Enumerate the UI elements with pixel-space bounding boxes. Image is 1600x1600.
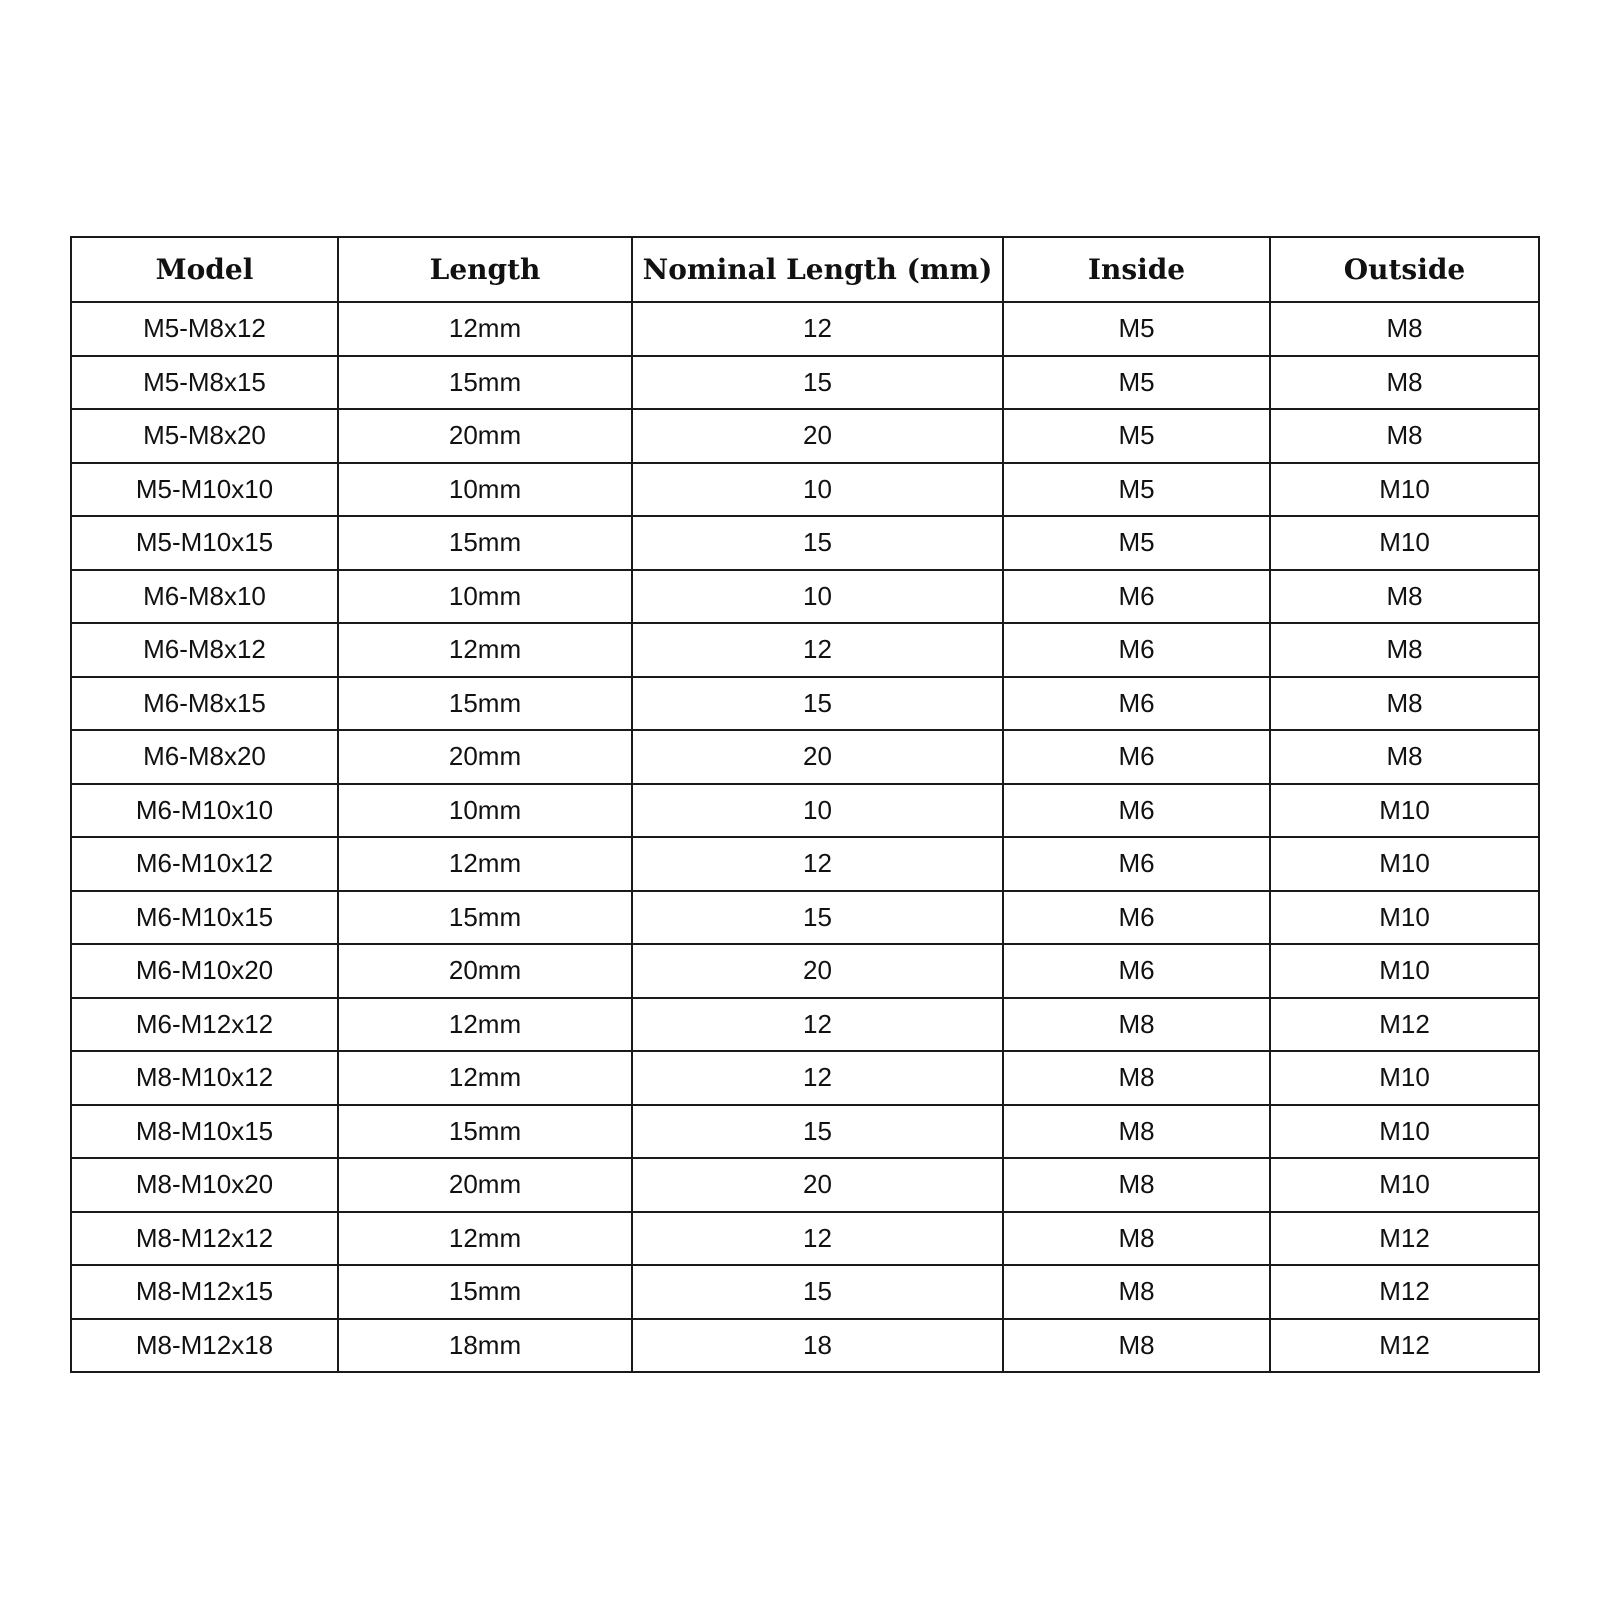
cell-length: 20mm [338,409,632,463]
cell-model: M6-M12x12 [71,998,338,1052]
cell-length: 20mm [338,944,632,998]
column-header-inside: Inside [1003,237,1270,302]
cell-model: M8-M12x12 [71,1212,338,1266]
cell-inside: M6 [1003,944,1270,998]
cell-model: M6-M10x20 [71,944,338,998]
cell-nominal-length: 12 [632,1051,1003,1105]
cell-length: 10mm [338,463,632,517]
header-row [71,237,1539,302]
cell-length: 20mm [338,730,632,784]
table-row [71,944,1539,998]
cell-model: M5-M8x15 [71,356,338,410]
cell-outside: M12 [1270,1319,1539,1373]
cell-model: M8-M10x12 [71,1051,338,1105]
cell-inside: M5 [1003,463,1270,517]
cell-inside: M5 [1003,516,1270,570]
cell-outside: M8 [1270,356,1539,410]
cell-inside: M5 [1003,409,1270,463]
cell-length: 12mm [338,998,632,1052]
cell-length: 15mm [338,677,632,731]
cell-outside: M12 [1270,998,1539,1052]
table-row [71,891,1539,945]
cell-length: 20mm [338,1158,632,1212]
table-header [71,237,1539,302]
cell-outside: M10 [1270,944,1539,998]
cell-inside: M5 [1003,356,1270,410]
cell-length: 12mm [338,837,632,891]
cell-outside: M8 [1270,409,1539,463]
table-row [71,1105,1539,1159]
cell-nominal-length: 12 [632,623,1003,677]
cell-nominal-length: 18 [632,1319,1003,1373]
table-row [71,1212,1539,1266]
cell-nominal-length: 20 [632,409,1003,463]
table-row [71,516,1539,570]
cell-nominal-length: 20 [632,1158,1003,1212]
cell-outside: M8 [1270,677,1539,731]
table-row [71,570,1539,624]
cell-inside: M6 [1003,730,1270,784]
cell-inside: M5 [1003,302,1270,356]
cell-inside: M6 [1003,677,1270,731]
cell-length: 15mm [338,356,632,410]
cell-inside: M6 [1003,623,1270,677]
table-row [71,784,1539,838]
cell-outside: M10 [1270,1051,1539,1105]
column-header-length: Length [338,237,632,302]
cell-model: M6-M10x10 [71,784,338,838]
cell-length: 10mm [338,570,632,624]
cell-nominal-length: 10 [632,570,1003,624]
table-row [71,1265,1539,1319]
cell-outside: M10 [1270,784,1539,838]
table-row [71,356,1539,410]
cell-model: M8-M12x15 [71,1265,338,1319]
cell-inside: M8 [1003,1158,1270,1212]
cell-outside: M8 [1270,570,1539,624]
cell-model: M8-M12x18 [71,1319,338,1373]
table-row [71,1158,1539,1212]
cell-nominal-length: 15 [632,356,1003,410]
cell-length: 12mm [338,623,632,677]
cell-outside: M10 [1270,891,1539,945]
table-row [71,998,1539,1052]
table-row [71,837,1539,891]
table-row [71,1051,1539,1105]
cell-length: 15mm [338,891,632,945]
table-row [71,409,1539,463]
spec-table [70,236,1540,1373]
cell-model: M6-M8x15 [71,677,338,731]
cell-inside: M6 [1003,837,1270,891]
cell-length: 15mm [338,1105,632,1159]
cell-outside: M8 [1270,730,1539,784]
cell-nominal-length: 12 [632,998,1003,1052]
cell-outside: M10 [1270,516,1539,570]
cell-nominal-length: 10 [632,784,1003,838]
column-header-model: Model [71,237,338,302]
cell-inside: M8 [1003,1105,1270,1159]
cell-model: M5-M10x15 [71,516,338,570]
cell-nominal-length: 15 [632,891,1003,945]
cell-model: M5-M8x12 [71,302,338,356]
cell-outside: M10 [1270,1158,1539,1212]
cell-nominal-length: 20 [632,944,1003,998]
cell-length: 15mm [338,516,632,570]
cell-length: 15mm [338,1265,632,1319]
table-body [71,302,1539,1372]
cell-nominal-length: 12 [632,302,1003,356]
cell-outside: M12 [1270,1212,1539,1266]
cell-model: M5-M10x10 [71,463,338,517]
column-header-nominal-length: Nominal Length (mm) [632,237,1003,302]
cell-inside: M8 [1003,1319,1270,1373]
cell-nominal-length: 15 [632,677,1003,731]
cell-nominal-length: 12 [632,1212,1003,1266]
cell-nominal-length: 15 [632,516,1003,570]
cell-inside: M8 [1003,1265,1270,1319]
cell-length: 10mm [338,784,632,838]
cell-model: M5-M8x20 [71,409,338,463]
cell-length: 18mm [338,1319,632,1373]
cell-nominal-length: 20 [632,730,1003,784]
cell-inside: M6 [1003,891,1270,945]
cell-length: 12mm [338,302,632,356]
cell-nominal-length: 12 [632,837,1003,891]
cell-inside: M6 [1003,570,1270,624]
cell-model: M8-M10x15 [71,1105,338,1159]
cell-nominal-length: 15 [632,1265,1003,1319]
cell-outside: M10 [1270,463,1539,517]
cell-inside: M8 [1003,998,1270,1052]
table-row [71,730,1539,784]
cell-model: M6-M10x12 [71,837,338,891]
cell-inside: M8 [1003,1212,1270,1266]
cell-nominal-length: 15 [632,1105,1003,1159]
cell-inside: M6 [1003,784,1270,838]
cell-outside: M8 [1270,623,1539,677]
cell-nominal-length: 10 [632,463,1003,517]
cell-model: M6-M8x10 [71,570,338,624]
cell-model: M6-M8x12 [71,623,338,677]
cell-outside: M10 [1270,837,1539,891]
cell-outside: M12 [1270,1265,1539,1319]
cell-model: M6-M8x20 [71,730,338,784]
column-header-outside: Outside [1270,237,1539,302]
cell-model: M6-M10x15 [71,891,338,945]
cell-model: M8-M10x20 [71,1158,338,1212]
cell-length: 12mm [338,1051,632,1105]
table-row [71,623,1539,677]
cell-length: 12mm [338,1212,632,1266]
cell-outside: M8 [1270,302,1539,356]
table-row [71,463,1539,517]
table-row [71,1319,1539,1373]
table-row [71,302,1539,356]
table-row [71,677,1539,731]
cell-inside: M8 [1003,1051,1270,1105]
cell-outside: M10 [1270,1105,1539,1159]
